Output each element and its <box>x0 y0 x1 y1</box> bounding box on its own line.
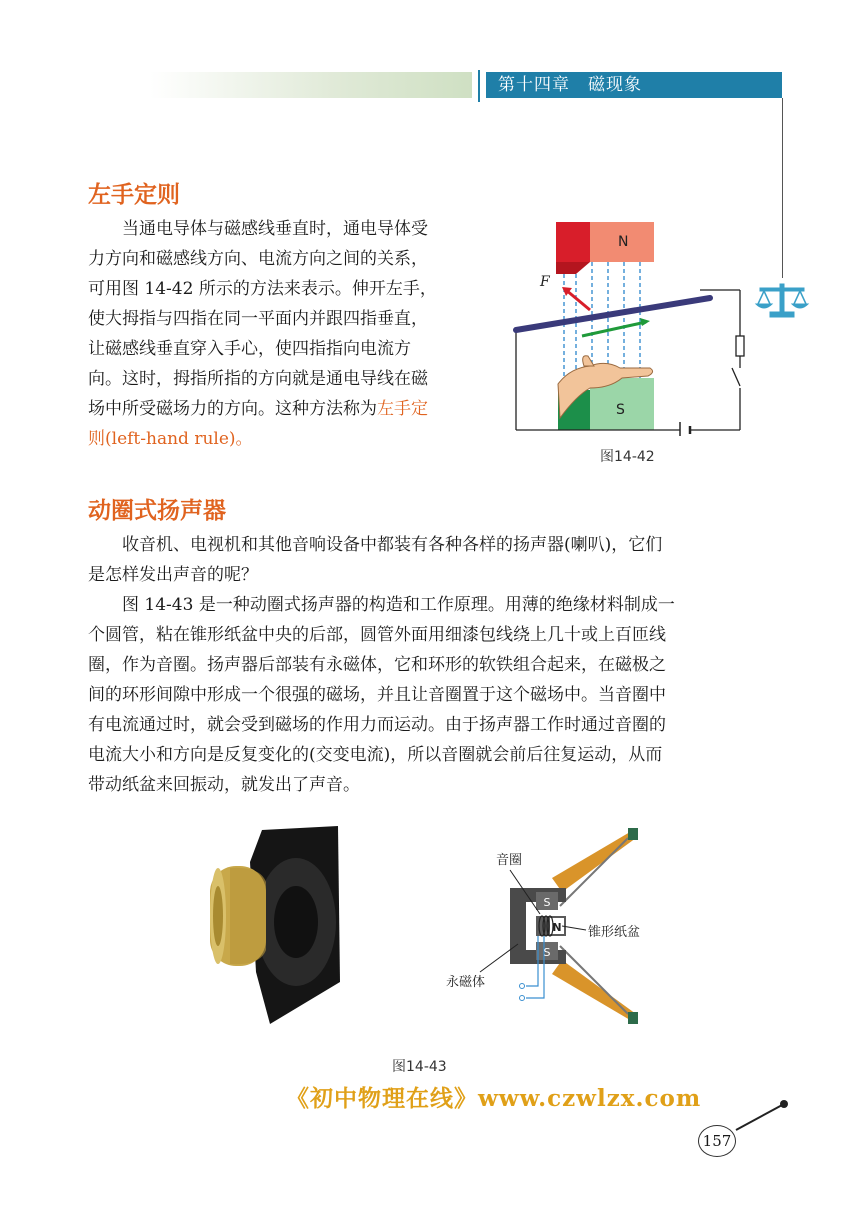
key-term: 左手定 <box>377 399 428 419</box>
label-force: F <box>540 274 550 290</box>
section1-line: 当通电导体与磁感线垂直时，通电导体受 <box>122 219 428 239</box>
figure-14-43-caption: 图14-43 <box>392 1059 447 1075</box>
section2-line: 个圆管，粘在锥形纸盆中央的后部，圆管外面用细漆包线绕上几十或上百匝线 <box>88 625 666 645</box>
section2-line: 图 14-43 是一种动圈式扬声器的构造和工作原理。用薄的绝缘材料制成一 <box>122 595 675 615</box>
conductor-rod <box>516 298 710 330</box>
magnet-n-red-face <box>556 222 590 262</box>
section2-line: 是怎样发出声音的呢？ <box>88 565 258 585</box>
speaker-photo <box>200 822 350 1028</box>
section2-line: 间的环形间隙中形成一个很强的磁场，并且让音圈置于这个磁场中。当音圈中 <box>88 685 666 705</box>
section2-line: 圈，作为音圈。扬声器后部装有永磁体，它和环形的软铁组合起来，在磁极之 <box>88 655 666 675</box>
left-hand-rule-figure <box>510 218 760 436</box>
header-separator <box>478 70 480 102</box>
section2-body <box>88 530 748 800</box>
pen-icon <box>732 1098 792 1134</box>
figure-14-42-caption: 图14-42 <box>600 449 655 465</box>
chapter-header: 第十四章 磁现象 <box>486 72 782 98</box>
section1-line <box>88 394 490 424</box>
cone-lower <box>552 960 636 1020</box>
section2-line: 有电流通过时，就会受到磁场的作用力而运动。由于扬声器工作时通过音圈的 <box>88 715 666 735</box>
section1-line: 向。这时，拇指所指的方向就是通电导线在磁 <box>88 369 428 389</box>
voice-coil-label: 音圈 <box>496 853 523 868</box>
pole-n-label: N <box>552 921 562 934</box>
section2-line: 收音机、电视机和其他音响设备中都装有各种各样的扬声器(喇叭)，它们 <box>122 535 663 555</box>
pole-s-bottom-label: S <box>543 946 551 959</box>
pole-s-top-label: S <box>543 896 551 909</box>
key-term-english: (left-hand rule)。 <box>105 429 253 449</box>
margin-rule <box>782 98 783 278</box>
force-arrow <box>566 290 590 310</box>
header-gradient-band <box>150 72 472 98</box>
section1-line: 让磁感线垂直穿入手心，使四指指向电流方 <box>88 339 411 359</box>
permanent-magnet-label: 永磁体 <box>446 975 486 990</box>
section-title-left-hand-rule: 左手定则 <box>88 182 180 208</box>
section1-line: 力方向和磁感线方向、电流方向之间的关系， <box>88 249 428 269</box>
label-s: S <box>616 402 625 418</box>
cone-label: 锥形纸盆 <box>588 925 641 940</box>
site-watermark: 《初中物理在线》www.czwlzx.com <box>286 1085 702 1112</box>
balance-scale-icon <box>754 280 810 320</box>
page-number: 157 <box>698 1125 736 1157</box>
section1-body <box>88 214 490 454</box>
label-n: N <box>618 234 629 250</box>
key-term: 则 <box>88 429 105 449</box>
cone-upper <box>552 832 636 892</box>
section1-line: 使大拇指与四指在同一平面内并跟四指垂直， <box>88 309 428 329</box>
section-title-loudspeaker: 动圈式扬声器 <box>88 498 226 524</box>
speaker-structure-diagram <box>440 826 650 1036</box>
resistor <box>736 336 744 356</box>
section1-line <box>88 424 490 454</box>
section2-line: 电流大小和方向是反复变化的(交变电流)，所以音圈就会前后往复运动，从而 <box>88 745 663 765</box>
section1-line: 可用图 14-42 所示的方法来表示。伸开左手， <box>88 279 437 299</box>
section2-line: 带动纸盆来回振动，就发出了声音。 <box>88 775 360 795</box>
section1-line-text: 场中所受磁场力的方向。这种方法称为 <box>88 399 377 419</box>
